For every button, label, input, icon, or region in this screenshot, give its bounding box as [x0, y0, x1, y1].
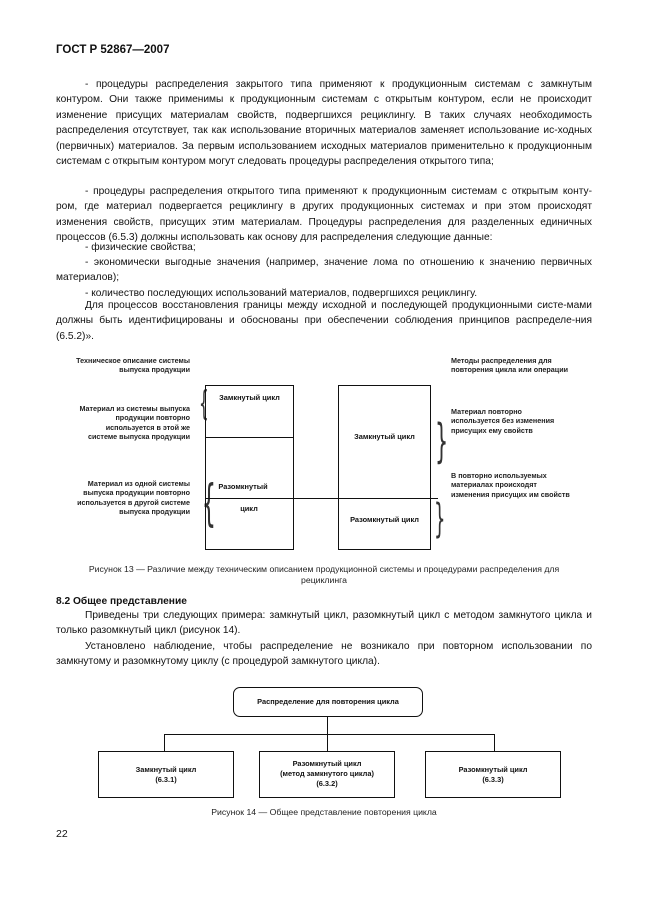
fig13-right-label-unchanged: Материал повторно используется без изменения присущих ему свойств [451, 407, 555, 435]
figure13-caption: Рисунок 13 — Различие между техническим описанием продукционной системы и процедурами распределения для рециклинга [88, 564, 560, 585]
fig14-child2-method: (метод замкнутого цикла) [280, 769, 374, 778]
fig13-box1-cycle-label: цикл [240, 504, 258, 513]
section-paragraph-2: Установлено наблюдение, чтобы распределение не возникало при повторном использовании по замкнутому и разомкнутому циклу (с процедурой замкнутого цикла). [56, 641, 592, 668]
fig13-left-label-same-system: Материал из системы выпуска продукции повторно используется в этой же системе выпуска продукции [79, 404, 190, 441]
fig13-box1-open-label: Разомкнутый [218, 482, 268, 491]
page-number: 22 [56, 828, 68, 840]
document-header: ГОСТ Р 52867—2007 [56, 44, 170, 56]
connector-line [327, 734, 328, 751]
connector-line [164, 734, 495, 735]
fig14-child2-ref: (6.3.2) [316, 779, 338, 788]
fig13-box1-closed-label: Замкнутый цикл [219, 393, 280, 402]
brace-right-top-icon: } [435, 414, 449, 468]
paragraph-boundaries: Для процессов восстановления границы между исходной и последующей продукционными систе-мами должны быть идентифицированы и обоснованы при обеспечении соблюдения принципов распределе-ния (6.5.2)». [56, 300, 592, 342]
section-heading: 8.2 Общее представление [56, 596, 187, 607]
fig13-right-label-changed: В повторно используемых материалах происходят изменения присущих им свойств [451, 471, 570, 499]
brace-left-top-icon: { [198, 384, 209, 424]
figure14-caption: Рисунок 14 — Общее представление повторения цикла [211, 807, 437, 817]
fig13-box-methods [338, 385, 431, 550]
fig13-right-label-methods: Методы распределения для повторения цикла или операции [451, 356, 569, 375]
list-item-recycling-count: - количество последующих использований материалов, подвергшихся рециклингу. [85, 288, 478, 299]
paragraph-closed-loop: - процедуры распределения закрытого типа применяют к продукционным системам с замкнутым контуром. Они также применимы к продукционным системам с открытым контуром, если не происходит изменение присущих материалам свойств, подвергшихся рециклингу. В таких случаях необходимость распределения отсутствует, так как использование вторичных материалов заменяет использование ис-ходных (первичных) материалов. За первым использованием исходных материалов применительно к продукционным системам с открытым контуром могут следовать процедуры распределения открытого типа; [56, 79, 592, 168]
fig14-root-label: Распределение для повторения цикла [257, 697, 399, 706]
fig13-box2-open-label: Разомкнутый цикл [350, 515, 419, 524]
fig14-child1-title: Замкнутый цикл [135, 765, 197, 774]
connector-line [164, 734, 165, 751]
connector-line [327, 717, 328, 734]
brace-right-bottom-icon: } [433, 496, 446, 542]
section-paragraph-1: Приведены три следующих примера: замкнутый цикл, разомкнутый цикл с методом замкнутого цикла и только разомкнутый цикл (рисунок 14). [56, 610, 592, 637]
fig13-box-system [205, 385, 294, 550]
fig14-child3-title: Разомкнутый цикл [458, 765, 528, 774]
fig13-box2-closed-label: Замкнутый цикл [354, 432, 415, 441]
connector-line [494, 734, 495, 751]
fig14-child2-title: Разомкнутый цикл [292, 759, 362, 768]
fig14-child1-ref: (6.3.1) [155, 775, 177, 784]
fig14-child3-ref: (6.3.3) [482, 775, 504, 784]
fig13-left-label-other-system: Материал из одной системы выпуска продукции повторно используется в другой системе выпуска продукции [77, 479, 190, 516]
brace-left-bottom-icon: { [201, 474, 217, 532]
fig13-left-label-description: Техническое описание системы выпуска продукции [76, 356, 190, 375]
paragraph-open-loop: - процедуры распределения открытого типа применяют к продукционным системам с открытым конту-ром, где материал подвергается рециклингу в других продукционных системах и при этом происходят изменения свойств, присущих этим материалам. Процедуры распределения для разделенных единичных процессов (6.5.3) должны использовать как основу для распределения следующие данные: [56, 186, 592, 244]
list-item-physical: - физические свойства; [85, 242, 196, 253]
divider-line [205, 437, 294, 438]
list-item-economic: - экономически выгодные значения (например, значение лома по отношению к значению первичных материалов); [56, 257, 592, 284]
